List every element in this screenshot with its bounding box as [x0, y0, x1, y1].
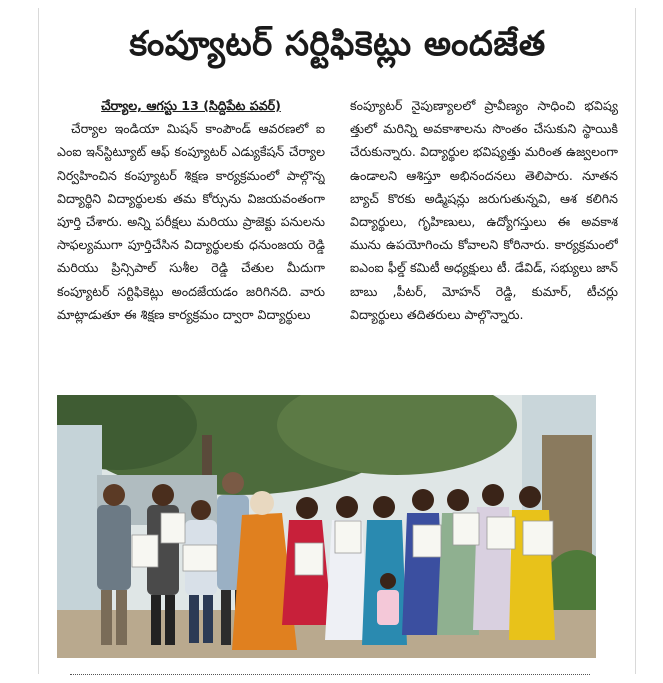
article-column-left — [57, 94, 325, 390]
group-photo — [57, 395, 596, 658]
headline: కంప్యూటర్ సర్టిఫికెట్లు అందజేత — [129, 24, 546, 64]
article-body-left: చేర్యాల ఇండియా మిషన్ కాంపౌండ్ ఆవరణలో ఐఎంఐ ఇన్‌స్టిట్యూట్ ఆఫ్ కంప్యూటర్ ఎడ్యుకేషన్ చేర్యాల నిర్వహించిన కంప్యూటర్ శిక్షణ కార్యక్రమంలో పాల్గొన్న విద్యార్థిని విద్యార్థులకు తమ కోర్సును విజయవంతంగా పూర్తి చేశారు. అన్ని పరీక్షలు మరియు ప్రాజెక్టు పనులను సాఫల్యముగా పూర్తిచేసిన విద్యార్థులకు ధనుంజయ రెడ్డి మరియు ప్రిన్సిపాల్ సుశీల రెడ్డి చేతుల మీదుగా కంప్యూటర్ సర్టిఫికెట్లు అందజేయడం జరిగినది. వారు మాట్లాడుతూ ఈ శిక్షణ కార్యక్రమం ద్వారా విద్యార్థులు — [57, 121, 325, 322]
bottom-divider — [70, 674, 590, 675]
dateline: చేర్యాల, ఆగస్టు 13 (సిద్దిపేట పవర్) — [101, 98, 281, 113]
article-body-right: కంప్యూటర్ నైపుణ్యాలలో ప్రావీణ్యం సాధించి భవిష్యత్తులో మరిన్ని అవకాశాలను సొంతం చేసుకుని స్థాయికి చేరుకున్నారు. విద్యార్థుల భవిష్యత్తు మరింత ఉజ్వలంగా ఉండాలని ఆశిస్తూ అభినందనలు తెలిపారు. నూతన బ్యాచ్ కొరకు అడ్మిషన్లు జరుగుతున్నవి, ఆశ కలిగిన విద్యార్థులు, గృహిణులు, ఉద్యోగస్తులు ఈ అవకాశమును ఉపయోగించు కోవాలని కోరినారు. కార్యక్రమంలో ఐఎంఐ ఫీల్డ్ కమిటీ అధ్యక్షులు టీ. డేవిడ్, సభ్యులు జాన్ బాబు ,పీటర్, మోహన్ రెడ్డి, కుమార్, టీచర్లు విద్యార్థులు తదితరులు పాల్గొన్నారు. — [350, 98, 618, 322]
group-photo-illustration — [57, 395, 596, 658]
article-column-right — [350, 94, 618, 394]
